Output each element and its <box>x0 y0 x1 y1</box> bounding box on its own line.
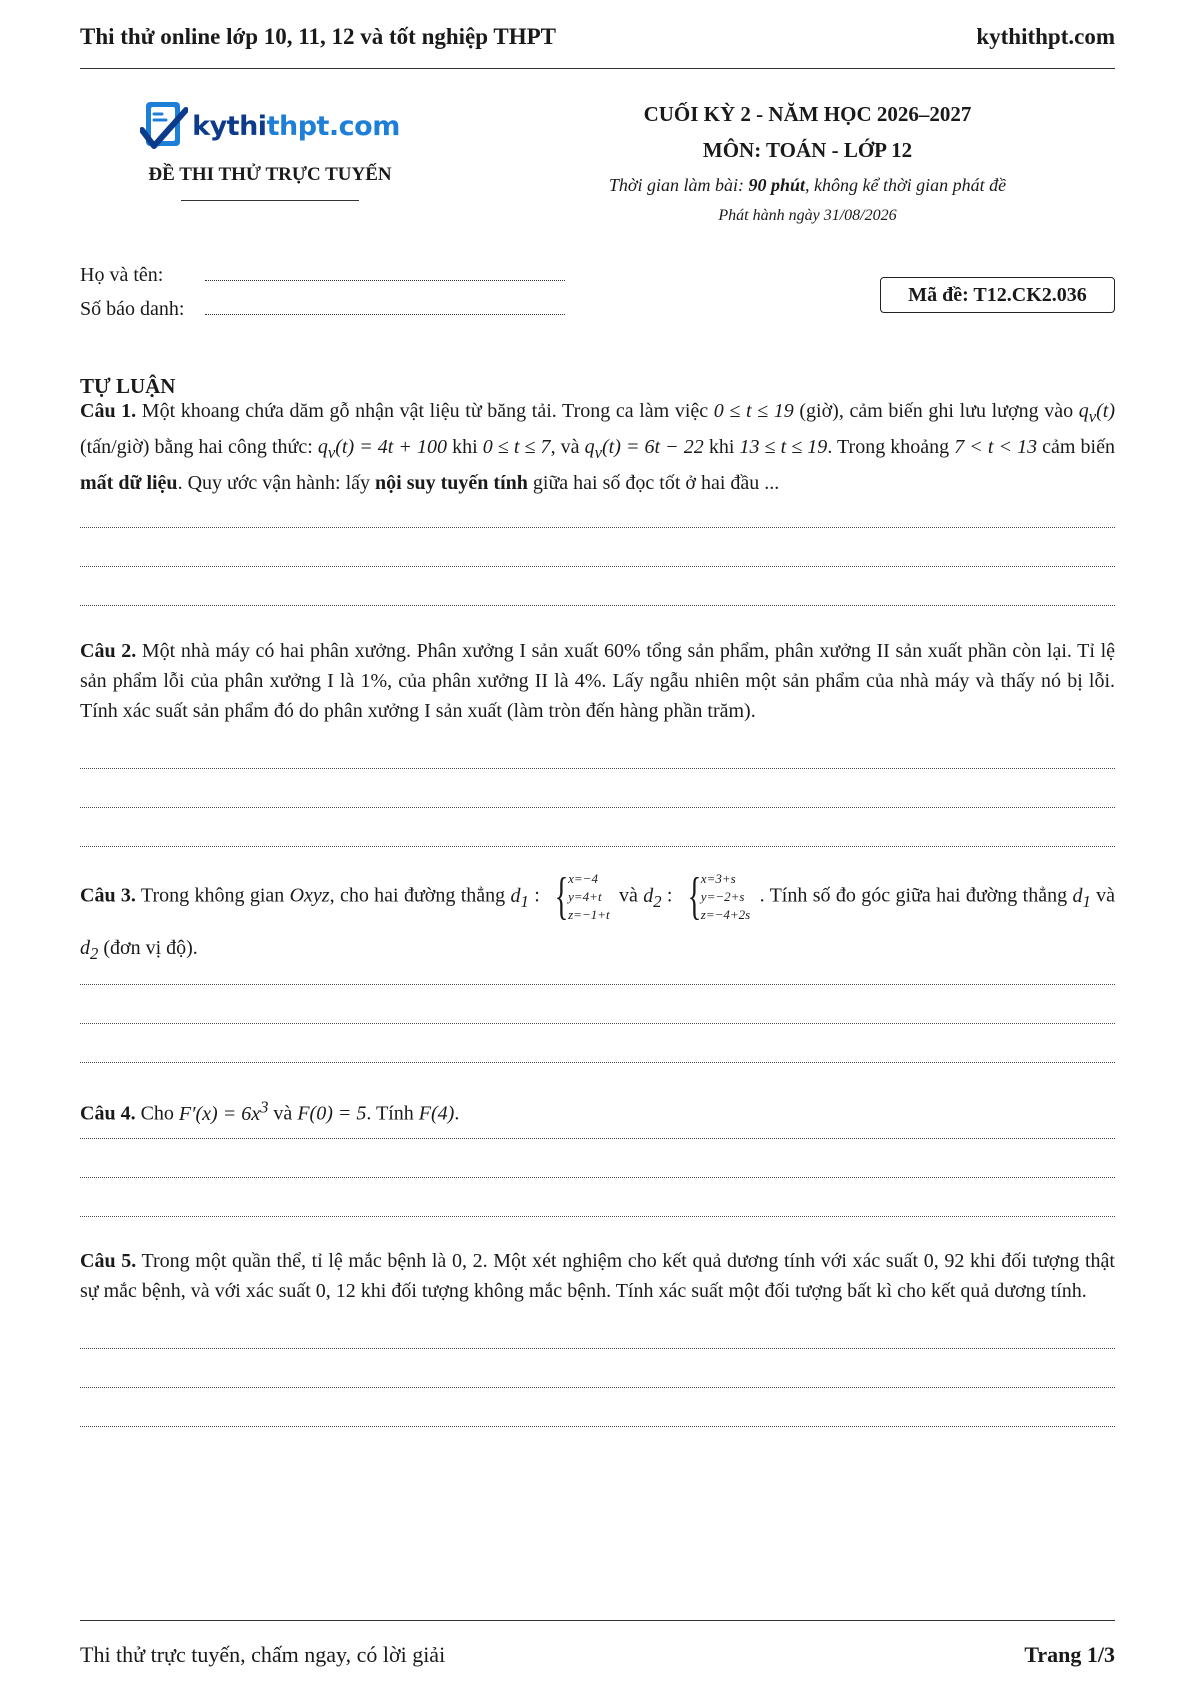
exam-info <box>540 96 1075 230</box>
name-label: Họ và tên: <box>80 264 164 286</box>
q2-text: Một nhà máy có hai phân xưởng. Phân xưởng I sản xuất 60% tổng sản phẩm, phân xưởng II sản xuất phần còn lại. Tỉ lệ sản phẩm lỗi của phân xưởng I là 1%, của phân xưởng II là 4%. Lấy ngẫu nhiên một sản phẩm của nhà máy và thấy nó bị lỗi. Tính xác suất sản phẩm đó do phân xưởng I sản xuất (làm tròn đến hàng phần trăm). <box>80 640 1116 722</box>
q5-label: Câu 5. <box>80 1250 137 1272</box>
id-label: Số báo danh: <box>80 298 185 320</box>
id-dots[interactable] <box>205 302 565 315</box>
answer-line[interactable] <box>80 566 1115 567</box>
logo-block <box>80 98 460 201</box>
exam-subject: MÔN: TOÁN - LỚP 12 <box>702 138 913 162</box>
logo-subtitle: ĐỀ THI THỬ TRỰC TUYẾN <box>148 164 392 185</box>
header-rule <box>80 68 1115 69</box>
answer-line[interactable] <box>80 1023 1115 1024</box>
question-2 <box>80 636 1115 726</box>
logo-underline <box>181 200 359 201</box>
q5-text: Trong một quần thể, tỉ lệ mắc bệnh là 0, 2. Một xét nghiệm cho kết quả dương tính với xác suất 0, 92 khi đối tượng thật sự mắc bệnh, và với xác suất 0, 12 khi đối tượng không mắc bệnh. Tính xác suất một đối tượng bất kì cho kết quả dương tính. <box>80 1250 1115 1302</box>
exam-time: Thời gian làm bài: 90 phút, không kể thời gian phát đề <box>608 175 1007 195</box>
answer-line[interactable] <box>80 984 1115 985</box>
exam-release-date: Phát hành ngày 31/08/2026 <box>718 207 897 224</box>
answer-line[interactable] <box>80 1177 1115 1178</box>
id-field[interactable] <box>80 298 565 332</box>
answer-line[interactable] <box>80 527 1115 528</box>
section-title: TỰ LUẬN <box>80 374 176 398</box>
answer-line[interactable] <box>80 768 1115 769</box>
answer-line[interactable] <box>80 807 1115 808</box>
q2-label: Câu 2. <box>80 640 137 662</box>
logo-text: kythithpt.com <box>192 110 400 142</box>
answer-line[interactable] <box>80 1138 1115 1139</box>
question-5 <box>80 1246 1115 1306</box>
name-field[interactable] <box>80 264 565 298</box>
d2-system: { x=3+s y=−2+s z=−4+2s <box>687 868 751 925</box>
page-footer <box>80 1642 1115 1668</box>
answer-line[interactable] <box>80 846 1115 847</box>
question-4: Câu 4. Cho $F'(x) = 6x^3$ và F(0) = 5. Tính F(4). <box>80 1097 460 1125</box>
q4-label: Câu 4. <box>80 1102 136 1125</box>
logo <box>80 98 460 154</box>
q1-label: Câu 1. <box>80 400 137 422</box>
name-dots[interactable] <box>205 268 565 281</box>
exam-code-box: Mã đề: T12.CK2.036 <box>880 277 1115 313</box>
logo-icon <box>140 100 188 152</box>
answer-line[interactable] <box>80 1348 1115 1349</box>
student-fields <box>80 264 565 332</box>
question-3: Câu 3. Trong không gian Oxyz, cho hai đường thẳng $d_1$ : { x=−4 y=4+t z=−1+t và $d_2$ : { x=3+s y=−2+s z=−4+2s . Tính số đo góc giữa hai đường thẳng $d_1$ và $d_2$ (đơn vị độ). <box>80 868 1115 963</box>
q3-label: Câu 3. <box>80 884 136 907</box>
answer-line[interactable] <box>80 1387 1115 1388</box>
header-site[interactable]: kythithpt.com <box>976 24 1115 49</box>
answer-line[interactable] <box>80 1062 1115 1063</box>
header-title: Thi thử online lớp 10, 11, 12 và tốt nghiệp THPT <box>80 24 556 49</box>
exam-title: CUỐI KỲ 2 - NĂM HỌC 2026–2027 <box>643 102 972 126</box>
question-1: Câu 1. Một khoang chứa dăm gỗ nhận vật liệu từ băng tải. Trong ca làm việc 0 ≤ t ≤ 19 (giờ), cảm biến ghi lưu lượng vào $q_v(t)$ (tấn/giờ) bằng hai công thức: $q_v(t) = 4t + 100$ khi 0 ≤ t ≤ 7, và $q_v(t) = 6t - 22$ khi 13 ≤ t ≤ 19. Trong khoảng 7 < t < 13 cảm biến mất dữ liệu. Quy ước vận hành: lấy nội suy tuyến tính giữa hai số đọc tốt ở hai đầu ... <box>80 400 1115 494</box>
footer-rule <box>80 1620 1115 1621</box>
page-number: Trang 1/3 <box>1024 1642 1115 1667</box>
d1-system: { x=−4 y=4+t z=−1+t <box>554 868 610 925</box>
answer-line[interactable] <box>80 1426 1115 1427</box>
answer-line[interactable] <box>80 605 1115 606</box>
page-header <box>80 22 1115 52</box>
footer-slogan: Thi thử trực tuyến, chấm ngay, có lời giải <box>80 1642 446 1667</box>
answer-line[interactable] <box>80 1216 1115 1217</box>
